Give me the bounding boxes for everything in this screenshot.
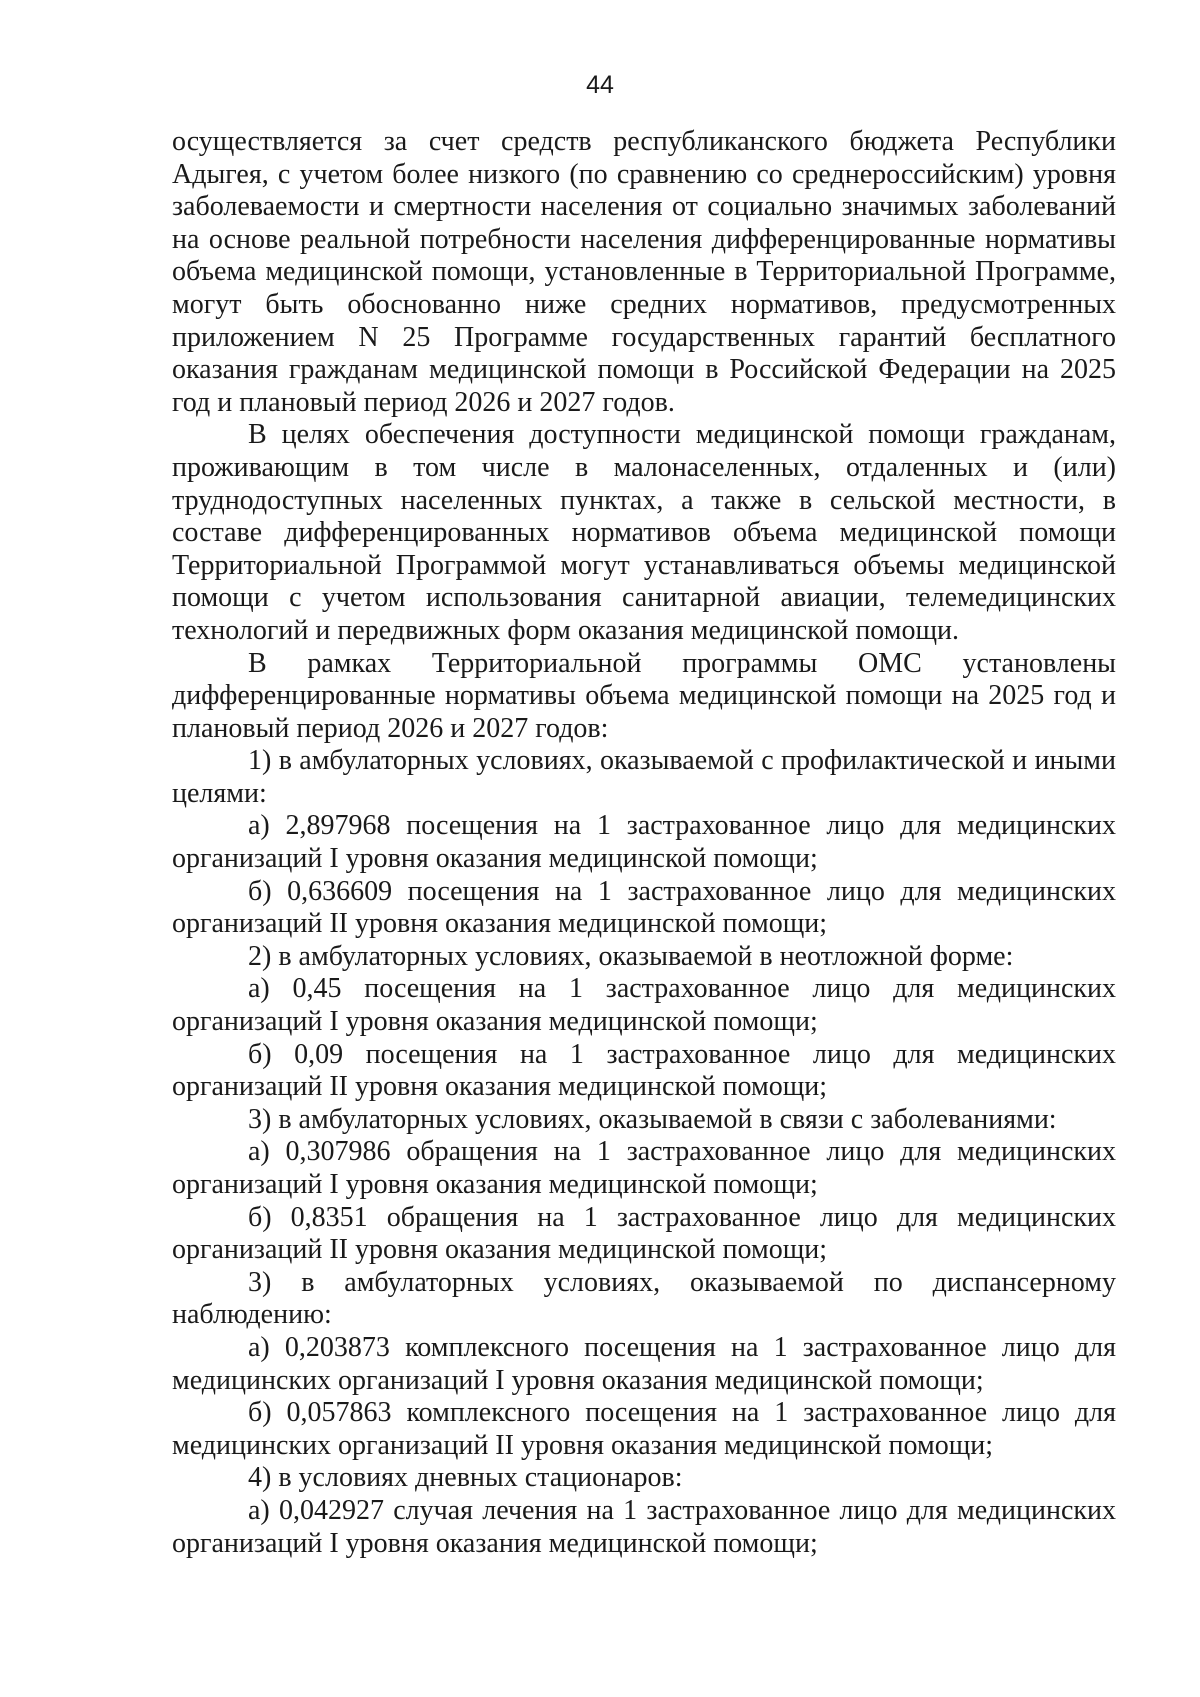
list-subitem: б) 0,8351 обращения на 1 застрахованное лицо для медицинских организаций II уровня оказания медицинской помощи; — [172, 1201, 1116, 1266]
list-subitem: а) 2,897968 посещения на 1 застрахованное лицо для медицинских организаций I уровня оказания медицинской помощи; — [172, 810, 1116, 875]
paragraph-funding-conditions: осуществляется за счет средств республиканского бюджета Республики Адыгея, с учетом более низкого (по сравнению со среднероссийским) уровня заболеваемости и смертности населения от социально значимых заболеваний на основе реальной потребности населения дифференцированные нормативы объема медицинской помощи, установленные в Территориальной Программе, могут быть обоснованно ниже средних нормативов, предусмотренных приложением N 25 Программе государственных гарантий бесплатного оказания гражданам медицинской помощи в Российской Федерации на 2025 год и плановый период 2026 и 2027 годов. — [172, 126, 1116, 418]
list-subitem: а) 0,203873 комплексного посещения на 1 застрахованное лицо для медицинских организаций I уровня оказания медицинской помощи; — [172, 1331, 1116, 1396]
list-item-day-hospital: 4) в условиях дневных стационаров: — [248, 1462, 683, 1494]
list-subitem: б) 0,636609 посещения на 1 застрахованное лицо для медицинских организаций II уровня оказания медицинской помощи; — [172, 875, 1116, 940]
list-item-outpatient-urgent: 2) в амбулаторных условиях, оказываемой в неотложной форме: — [248, 940, 1014, 972]
list-item-outpatient-dispensary: 3) в амбулаторных условиях, оказываемой по диспансерному наблюдению: — [172, 1266, 1116, 1331]
document-body — [172, 126, 1116, 1560]
list-subitem: б) 0,057863 комплексного посещения на 1 застрахованное лицо для медицинских организаций II уровня оказания медицинской помощи; — [172, 1397, 1116, 1461]
list-subitem: б) 0,09 посещения на 1 застрахованное лицо для медицинских организаций II уровня оказания медицинской помощи; — [172, 1038, 1116, 1103]
paragraph-accessibility: В целях обеспечения доступности медицинской помощи гражданам, проживающим в том числе в малонаселенных, отдаленных и (или) труднодоступных населенных пунктах, а также в сельской местности, в составе дифференцированных нормативов объема медицинской помощи Территориальной Программой могут устанавливаться объемы медицинской помощи с учетом использования санитарной авиации, телемедицинских технологий и передвижных форм оказания медицинской помощи. — [172, 419, 1116, 646]
page-number: 44 — [586, 71, 614, 99]
list-item-outpatient-preventive: 1) в амбулаторных условиях, оказываемой с профилактической и иными целями: — [172, 745, 1116, 809]
list-item-outpatient-disease: 3) в амбулаторных условиях, оказываемой в связи с заболеваниями: — [248, 1103, 1057, 1135]
paragraph-oms-intro: В рамках Территориальной программы ОМС установлены дифференцированные нормативы объема медицинской помощи на 2025 год и плановый период 2026 и 2027 годов: — [172, 647, 1116, 744]
list-subitem: а) 0,45 посещения на 1 застрахованное лицо для медицинских организаций I уровня оказания медицинской помощи; — [172, 973, 1116, 1038]
list-subitem: а) 0,307986 обращения на 1 застрахованное лицо для медицинских организаций I уровня оказания медицинской помощи; — [172, 1136, 1116, 1200]
list-subitem: а) 0,042927 случая лечения на 1 застрахованное лицо для медицинских организаций I уровня оказания медицинской помощи; — [172, 1494, 1116, 1559]
